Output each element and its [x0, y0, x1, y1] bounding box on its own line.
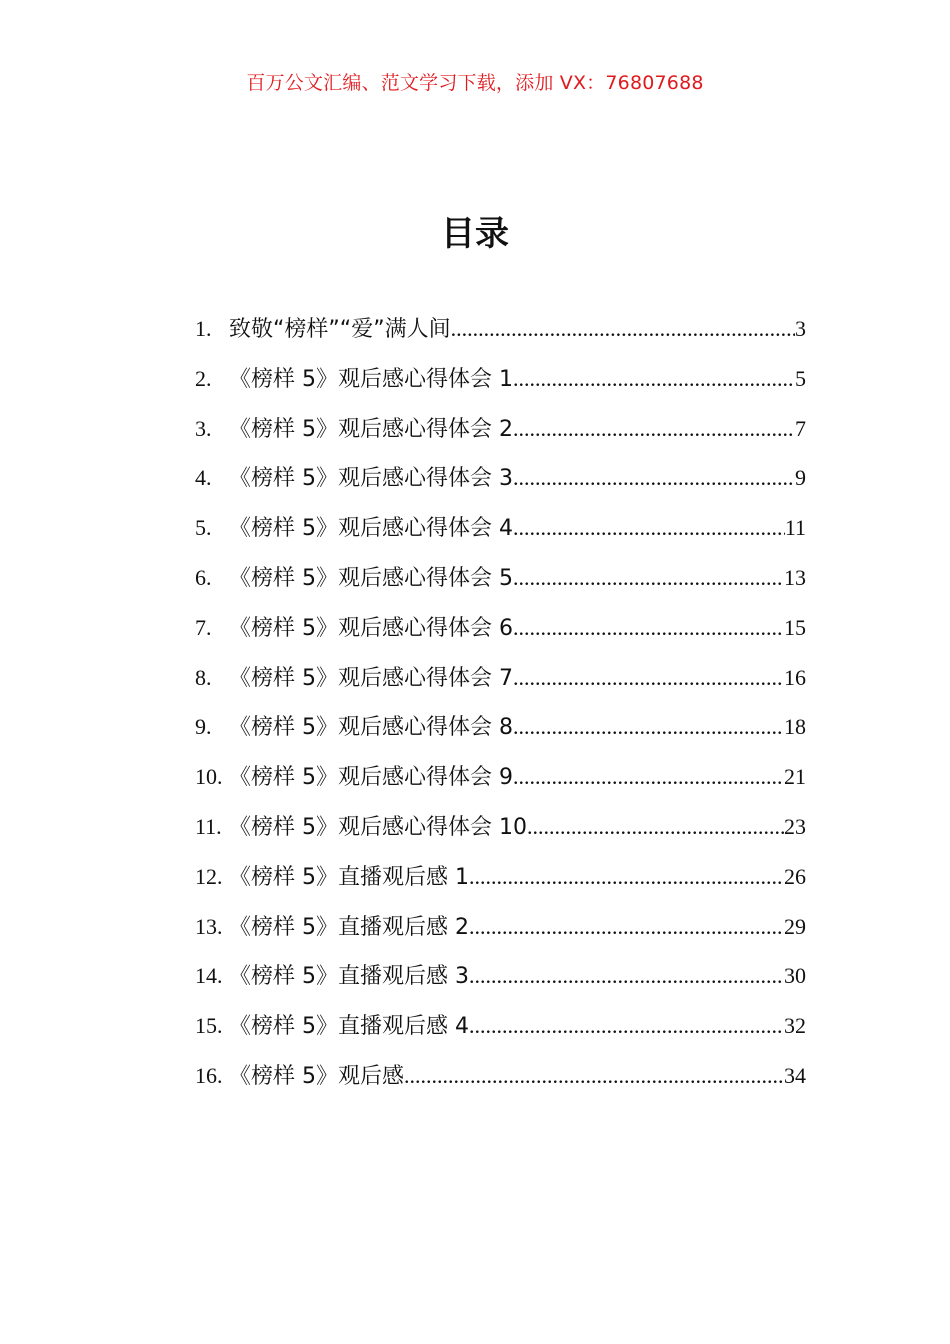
toc-dot-leader: [513, 366, 795, 392]
toc-dot-leader: [469, 963, 784, 989]
toc-entry-page: 32: [784, 1013, 806, 1039]
toc-entry-page: 26: [784, 863, 806, 889]
toc-entry-number: 9.: [195, 714, 212, 740]
toc-entry[interactable]: [195, 860, 806, 910]
toc-entry-title: 《榜样 5》观后感心得体会 5: [229, 565, 513, 591]
toc-entry-page: 11: [784, 515, 806, 541]
toc-entry-page: 34: [784, 1062, 806, 1088]
toc-entry[interactable]: [195, 910, 806, 960]
toc-entry-number: 13.: [195, 913, 223, 939]
toc-entry-title: 《榜样 5》观后感心得体会 3: [229, 466, 513, 492]
toc-entry-title: 致敬“榜样”“爱”满人间: [229, 317, 451, 342]
toc-entry-page: 9: [795, 465, 806, 491]
toc-entry[interactable]: [195, 810, 806, 860]
toc-dot-leader: [404, 1063, 784, 1089]
toc-entry-title: 《榜样 5》观后感心得体会 7: [229, 665, 513, 691]
toc-entry-page: 18: [784, 714, 806, 740]
toc-entry[interactable]: [195, 511, 806, 561]
toc-entry-title: 《榜样 5》直播观后感 3: [229, 964, 469, 990]
toc-entry[interactable]: [195, 760, 806, 810]
toc-entry-page: 5: [795, 365, 806, 391]
toc-entry-number: 6.: [195, 564, 212, 590]
toc-dot-leader: [513, 465, 795, 491]
toc-entry-title: 《榜样 5》观后感心得体会 1: [229, 366, 513, 392]
toc-entry-page: 7: [795, 415, 806, 441]
toc-entry-title: 《榜样 5》观后感心得体会 10: [229, 814, 527, 840]
toc-entry-number: 2.: [195, 365, 212, 391]
toc-entry-number: 3.: [195, 415, 212, 441]
toc-entry-page: 29: [784, 913, 806, 939]
toc-entry-title: 《榜样 5》观后感心得体会 8: [229, 715, 513, 741]
toc-entry[interactable]: [195, 1009, 806, 1059]
toc-list: [195, 312, 806, 1109]
toc-entry-page: 30: [784, 963, 806, 989]
toc-entry-title: 《榜样 5》直播观后感 1: [229, 864, 469, 890]
toc-entry-number: 11.: [195, 813, 222, 839]
toc-entry-number: 14.: [195, 963, 223, 989]
toc-entry[interactable]: [195, 362, 806, 412]
toc-entry[interactable]: [195, 412, 806, 462]
toc-entry[interactable]: [195, 312, 806, 362]
toc-dot-leader: [513, 764, 784, 790]
toc-title: 目录: [441, 214, 509, 254]
toc-entry[interactable]: [195, 710, 806, 760]
toc-entry[interactable]: [195, 611, 806, 661]
toc-entry-title: 《榜样 5》观后感心得体会 4: [229, 516, 513, 542]
toc-entry-title: 《榜样 5》观后感心得体会 9: [229, 765, 513, 791]
toc-dot-leader: [513, 714, 784, 740]
toc-entry-number: 5.: [195, 515, 212, 541]
toc-entry[interactable]: [195, 959, 806, 1009]
toc-entry-title: 《榜样 5》直播观后感 4: [229, 1014, 469, 1040]
toc-dot-leader: [451, 316, 795, 342]
toc-entry[interactable]: [195, 661, 806, 711]
toc-dot-leader: [513, 515, 785, 541]
toc-dot-leader: [513, 615, 784, 641]
toc-entry-page: 15: [784, 614, 806, 640]
toc-entry-page: 13: [784, 564, 806, 590]
toc-dot-leader: [527, 814, 784, 840]
toc-entry-number: 1.: [195, 316, 212, 341]
toc-entry-number: 15.: [195, 1013, 223, 1039]
toc-entry-page: 23: [784, 813, 806, 839]
toc-entry-number: 4.: [195, 465, 212, 491]
toc-dot-leader: [513, 665, 784, 691]
toc-entry-number: 10.: [195, 764, 223, 790]
toc-entry-number: 16.: [195, 1062, 223, 1088]
header-note: 百万公文汇编、范文学习下载，添加 VX：76807688: [246, 72, 704, 94]
toc-entry-page: 16: [784, 664, 806, 690]
toc-entry[interactable]: [195, 561, 806, 611]
toc-entry-number: 8.: [195, 664, 212, 690]
toc-entry-page: 3: [795, 316, 806, 341]
toc-dot-leader: [513, 565, 784, 591]
toc-entry-title: 《榜样 5》观后感心得体会 6: [229, 615, 513, 641]
toc-entry-number: 7.: [195, 614, 212, 640]
toc-entry-page: 21: [784, 764, 806, 790]
toc-entry[interactable]: [195, 461, 806, 511]
toc-dot-leader: [469, 1013, 784, 1039]
toc-dot-leader: [469, 864, 784, 890]
toc-entry-title: 《榜样 5》直播观后感 2: [229, 914, 469, 940]
toc-dot-leader: [469, 914, 784, 940]
toc-entry[interactable]: [195, 1059, 806, 1109]
toc-entry-title: 《榜样 5》观后感心得体会 2: [229, 416, 513, 442]
toc-entry-number: 12.: [195, 863, 223, 889]
toc-entry-title: 《榜样 5》观后感: [229, 1063, 404, 1089]
toc-dot-leader: [513, 416, 795, 442]
